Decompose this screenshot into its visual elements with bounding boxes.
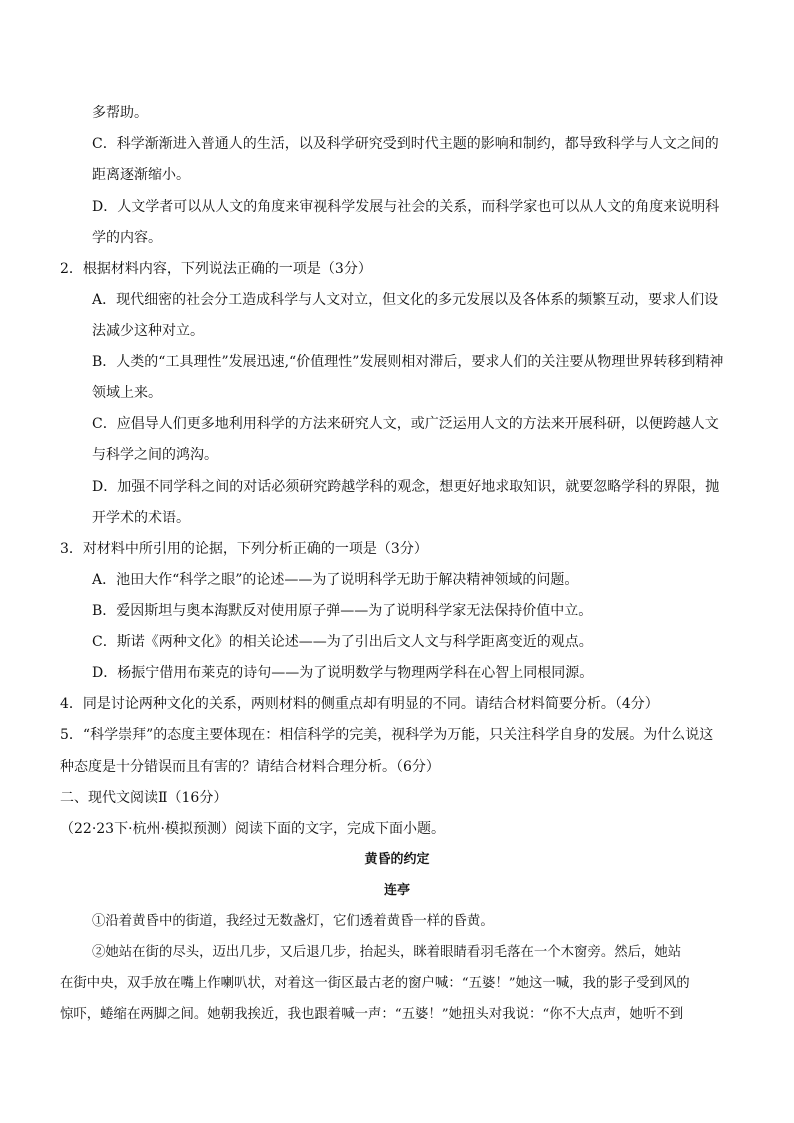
- text-line: 开学术的术语。: [92, 510, 190, 526]
- option-a-line: A．现代细密的社会分工造成科学与人文对立，但文化的多元发展以及各体系的频繁互动，要求人们设: [92, 292, 719, 308]
- text-line: 种态度是十分错误而且有害的？请结合材料合理分析。（6分）: [60, 759, 440, 775]
- option-c-line: C．斯诺《两种文化》的相关论述——为了引出后文人文与科学距离变近的观点。: [92, 634, 593, 650]
- question-5: 5．“科学崇拜”的态度主要体现在：相信科学的完美，视科学为万能，只关注科学自身的发展。为什么说这: [60, 727, 714, 743]
- text-line: 距离逐渐缩小。: [92, 167, 190, 183]
- text-line: 与科学之间的鸿沟。: [92, 447, 218, 463]
- option-a-line: A．池田大作“科学之眼”的论述——为了说明科学无助于解决精神领域的问题。: [92, 572, 579, 588]
- story-paragraph: ②她站在街的尽头，迈出几步，又后退几步，抬起头，眯着眼睛看羽毛落在一个木窗旁。然后，她站: [92, 945, 682, 960]
- story-author: 连亭: [383, 883, 410, 898]
- section-instruction: （22·23下·杭州·模拟预测）阅读下面的文字，完成下面小题。: [60, 821, 445, 837]
- option-d-line: D．人文学者可以从人文的角度来审视科学发展与社会的关系，而科学家也可以从人文的角度来说明科: [92, 199, 720, 215]
- option-c-line: C．应倡导人们更多地利用科学的方法来研究人文，或广泛运用人文的方法来开展科研，以便跨越人文: [92, 416, 719, 432]
- story-title: 黄昏的约定: [364, 852, 430, 867]
- question-2: 2．根据材料内容，下列说法正确的一项是（3分）: [60, 261, 372, 277]
- text-line: 多帮助。: [92, 105, 148, 121]
- option-b-line: B．人类的“工具理性”发展迅速,“价值理性”发展则相对滞后，要求人们的关注要从物理世界转移到精神: [92, 354, 724, 370]
- story-paragraph-line: 在街中央，双手放在嘴上作喇叭状，对着这一街区最古老的窗户喊：“五婆！”她这一喊，我的影子受到风的: [60, 976, 690, 991]
- story-paragraph-line: 惊吓，蜷缩在两脚之间。她朝我挨近，我也跟着喊一声：“五婆！”她扭头对我说：“你不大点声，她听不到: [60, 1007, 684, 1022]
- question-3: 3．对材料中所引用的论据，下列分析正确的一项是（3分）: [60, 541, 428, 557]
- question-4: 4．同是讨论两种文化的关系，两则材料的侧重点却有明显的不同。请结合材料简要分析。（4分）: [60, 696, 659, 712]
- story-paragraph: ①沿着黄昏中的街道，我经过无数盏灯，它们透着黄昏一样的昏黄。: [92, 914, 494, 929]
- option-c-line: C．科学渐渐进入普通人的生活，以及科学研究受到时代主题的影响和制约，都导致科学与人文之间的: [92, 136, 719, 152]
- text-line: 法减少这种对立。: [92, 323, 204, 339]
- text-line: 领域上来。: [92, 385, 162, 401]
- section-heading: 二、现代文阅读Ⅱ（16分）: [60, 790, 228, 806]
- option-b-line: B．爱因斯坦与奥本海默反对使用原子弹——为了说明科学家无法保持价值中立。: [92, 603, 593, 619]
- option-d-line: D．加强不同学科之间的对话必须研究跨越学科的观念，想更好地求取知识，就要忽略学科的界限，抛: [92, 479, 720, 495]
- option-d-line: D．杨振宁借用布莱克的诗句——为了说明数学与物理两学科在心智上同根同源。: [92, 665, 594, 681]
- text-line: 学的内容。: [92, 230, 162, 246]
